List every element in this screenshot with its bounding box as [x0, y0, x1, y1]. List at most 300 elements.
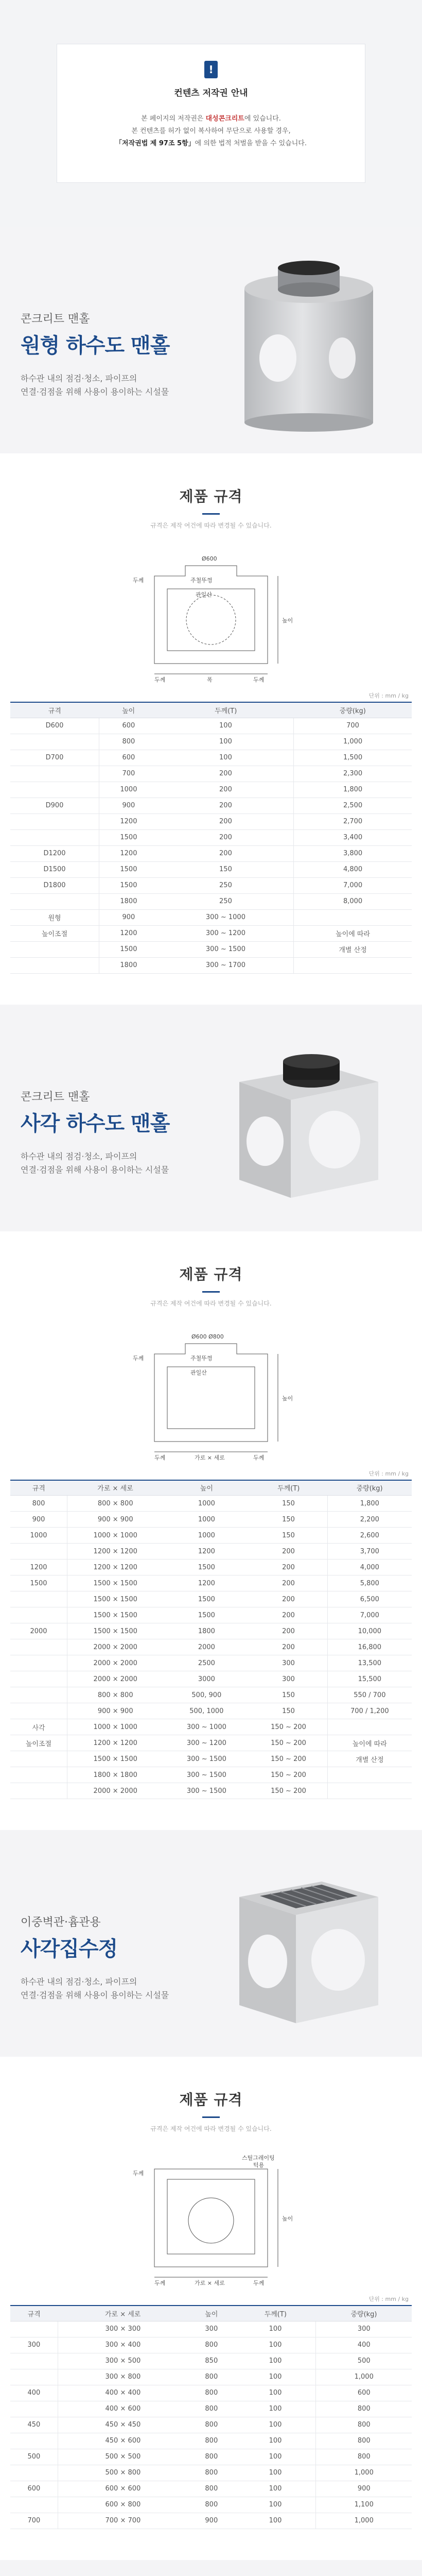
table-cell: 150 — [158, 861, 294, 877]
table-cell: 300 — [10, 2337, 58, 2353]
table-cell: 800 × 800 — [67, 1687, 164, 1703]
table-cell: D1200 — [10, 845, 99, 861]
dim-bottom-3: 두께 — [253, 676, 265, 683]
product-hero-1 — [0, 227, 422, 453]
table-cell: 100 — [235, 2353, 316, 2369]
table-cell: 1,800 — [327, 1496, 412, 1512]
table-cell: 800 — [188, 2449, 235, 2465]
table-row — [10, 2465, 412, 2481]
col-header: 두께(T) — [235, 2306, 316, 2321]
spec-table — [10, 2305, 412, 2529]
table-cell — [10, 814, 99, 829]
table-row — [10, 2481, 412, 2497]
dim-height: 높이 — [282, 2215, 293, 2222]
table-cell: 100 — [235, 2513, 316, 2529]
table-row — [10, 2513, 412, 2529]
table-cell: 200 — [250, 1639, 327, 1655]
table-cell — [10, 1671, 67, 1687]
table-cell: 1500 — [99, 829, 158, 845]
table-row — [10, 750, 412, 766]
table-cell: 1500 × 1500 — [67, 1751, 164, 1767]
spec-subtitle: 규격은 제작 여건에 따라 변경될 수 있습니다. — [150, 1299, 272, 1307]
table-row — [10, 814, 412, 829]
table-cell: 1000 × 1000 — [67, 1528, 164, 1544]
table-cell: 1500 — [99, 877, 158, 893]
table-cell: 200 — [158, 766, 294, 782]
table-row — [10, 782, 412, 798]
table-cell: 3,700 — [327, 1544, 412, 1560]
table-row — [10, 909, 412, 925]
table-cell — [10, 734, 99, 750]
table-row — [10, 2353, 412, 2369]
table-row — [10, 718, 412, 734]
table-cell: 1800 — [99, 957, 158, 973]
table-cell: 2,500 — [294, 798, 412, 814]
col-header: 규격 — [10, 702, 99, 718]
table-cell: 900 — [10, 1512, 67, 1528]
table-cell: 500, 1000 — [163, 1703, 250, 1719]
product-category: 이중벽관·흄관용 — [21, 1916, 101, 1929]
table-cell: 2000 × 2000 — [67, 1671, 164, 1687]
spec-title: 제품 규격 — [179, 488, 243, 505]
table-cell: 8,000 — [294, 893, 412, 909]
table-row — [10, 2497, 412, 2513]
table-cell: 원형 — [10, 909, 99, 925]
table-cell — [10, 829, 99, 845]
table-cell: 800 — [316, 2417, 412, 2433]
info-icon: ! — [204, 61, 218, 78]
dim-bottom-1: 두께 — [154, 1454, 166, 1461]
title-underline — [202, 513, 220, 515]
table-cell: 150 — [250, 1528, 327, 1544]
table-cell: 500 — [10, 2449, 58, 2465]
table-cell — [10, 893, 99, 909]
table-cell: 800 — [316, 2433, 412, 2449]
table-cell: 200 — [250, 1544, 327, 1560]
table-cell: 800 — [10, 1496, 67, 1512]
table-cell: 300 ~ 1000 — [158, 909, 294, 925]
table-cell: 2,200 — [327, 1512, 412, 1528]
spec-section-2 — [0, 1231, 422, 1831]
table-row — [10, 2417, 412, 2433]
product-name: 사각집수정 — [21, 1937, 118, 1961]
title-underline — [202, 2116, 220, 2118]
table-header — [10, 1480, 412, 1496]
product-hero-4 — [0, 2560, 422, 2576]
table-header — [10, 702, 412, 718]
table-cell: D1500 — [10, 861, 99, 877]
table-cell: 2000 — [10, 1623, 67, 1639]
table-cell: 850 — [188, 2353, 235, 2369]
table-cell: D700 — [10, 750, 99, 766]
cover-label: 주철뚜껑 — [190, 1354, 213, 1362]
table-row — [10, 861, 412, 877]
table-cell: 1500 — [163, 1607, 250, 1623]
table-cell: 100 — [235, 2465, 316, 2481]
table-cell: 1200 × 1200 — [67, 1735, 164, 1751]
notice-line-1: 본 페이지의 저작권은 대성콘크리트에 있습니다. — [141, 115, 281, 123]
table-cell: 2000 — [163, 1639, 250, 1655]
table-cell: 250 — [158, 877, 294, 893]
table-cell — [294, 909, 412, 925]
table-cell: 1500 × 1500 — [67, 1591, 164, 1607]
table-cell: 4,800 — [294, 861, 412, 877]
table-cell: 1200 — [99, 925, 158, 941]
table-cell: 1500 × 1500 — [67, 1575, 164, 1591]
dim-bottom-2: 폭 — [207, 676, 213, 683]
table-cell: 100 — [235, 2385, 316, 2401]
table-cell: 1,500 — [294, 750, 412, 766]
cover-label: 주철뚜껑 — [190, 577, 213, 584]
table-row — [10, 798, 412, 814]
table-cell — [10, 1703, 67, 1719]
table-cell: 16,800 — [327, 1639, 412, 1655]
table-cell — [10, 1655, 67, 1671]
dim-height: 높이 — [282, 1395, 293, 1402]
dim-top: Ø600 Ø800 — [191, 1333, 224, 1340]
table-cell: 800 — [188, 2401, 235, 2417]
dim-height: 높이 — [282, 617, 293, 624]
table-cell: 900 — [99, 798, 158, 814]
hero-text — [21, 1913, 206, 2002]
col-header: 중량(kg) — [294, 702, 412, 718]
table-cell: 1000 — [163, 1496, 250, 1512]
table-cell: 450 × 450 — [58, 2417, 188, 2433]
table-cell — [10, 2465, 58, 2481]
table-cell: 10,000 — [327, 1623, 412, 1639]
col-header: 높이 — [99, 702, 158, 718]
table-cell: 600 — [99, 718, 158, 734]
table-cell: 800 — [99, 734, 158, 750]
spec-table — [10, 702, 412, 974]
square-manhole-diagram — [118, 1323, 304, 1462]
table-cell: 400 × 400 — [58, 2385, 188, 2401]
table-cell: 5,800 — [327, 1575, 412, 1591]
table-cell: 1,800 — [294, 782, 412, 798]
table-cell: 1500 × 1500 — [67, 1623, 164, 1639]
table-cell: 300 × 300 — [58, 2321, 188, 2337]
table-cell: 300 ~ 1500 — [163, 1751, 250, 1767]
table-cell: 1800 — [163, 1623, 250, 1639]
table-cell: 200 — [158, 814, 294, 829]
table-row — [10, 1655, 412, 1671]
table-row — [10, 2337, 412, 2353]
table-row — [10, 1544, 412, 1560]
pipe-label: 관일산 — [196, 591, 212, 598]
table-cell: 100 — [235, 2401, 316, 2417]
table-cell: 1500 — [163, 1591, 250, 1607]
dim-bottom-2: 가로 × 세로 — [195, 1454, 225, 1461]
notice-box — [57, 44, 365, 183]
table-row — [10, 941, 412, 957]
table-cell: 500 × 800 — [58, 2465, 188, 2481]
table-cell — [327, 1767, 412, 1783]
table-cell: 200 — [158, 829, 294, 845]
table-cell: 700 / 1,200 — [327, 1703, 412, 1719]
table-row — [10, 1496, 412, 1512]
table-cell: 150 — [250, 1687, 327, 1703]
spec-title: 제품 규격 — [179, 1265, 243, 1283]
table-cell — [10, 2353, 58, 2369]
table-cell: 700 — [10, 2513, 58, 2529]
table-row — [10, 1512, 412, 1528]
table-cell: 1500 — [10, 1575, 67, 1591]
table-row — [10, 829, 412, 845]
table-cell: 150 — [250, 1512, 327, 1528]
table-cell: 800 — [188, 2385, 235, 2401]
table-cell: D600 — [10, 718, 99, 734]
dim-side: 두께 — [133, 1354, 144, 1362]
table-cell: 300 × 800 — [58, 2369, 188, 2385]
table-cell — [10, 1767, 67, 1783]
table-cell: 높이에 따라 — [294, 925, 412, 941]
table-cell: 500, 900 — [163, 1687, 250, 1703]
col-header: 두께(T) — [250, 1480, 327, 1496]
table-row — [10, 1767, 412, 1783]
company-name: 대성콘크리트 — [205, 115, 244, 123]
table-cell — [10, 2401, 58, 2417]
table-cell: 550 / 700 — [327, 1687, 412, 1703]
table-cell: 100 — [235, 2481, 316, 2497]
dim-bottom-2: 가로 × 세로 — [195, 2280, 225, 2286]
table-cell: 2000 × 2000 — [67, 1655, 164, 1671]
table-cell: 1200 × 1200 — [67, 1560, 164, 1575]
table-row — [10, 1528, 412, 1544]
table-cell: 100 — [235, 2417, 316, 2433]
title-underline — [202, 1291, 220, 1293]
table-cell: 900 — [316, 2481, 412, 2497]
table-cell: 100 — [158, 718, 294, 734]
col-header: 가로 × 세로 — [58, 2306, 188, 2321]
table-cell: 1000 — [163, 1528, 250, 1544]
table-cell: 2,300 — [294, 766, 412, 782]
dim-bottom-1: 두께 — [154, 2280, 166, 2286]
table-header — [10, 2306, 412, 2321]
table-row — [10, 1560, 412, 1575]
table-cell: 100 — [158, 750, 294, 766]
table-row — [10, 2433, 412, 2449]
table-cell: 500 × 500 — [58, 2449, 188, 2465]
col-header: 가로 × 세로 — [67, 1480, 164, 1496]
table-cell: 1500 — [163, 1560, 250, 1575]
table-cell — [10, 782, 99, 798]
table-cell: 600 × 800 — [58, 2497, 188, 2513]
table-row — [10, 2401, 412, 2417]
table-cell: 1000 — [99, 782, 158, 798]
table-cell: 300 × 400 — [58, 2337, 188, 2353]
table-cell: 1500 — [99, 941, 158, 957]
table-row — [10, 1639, 412, 1655]
table-row — [10, 734, 412, 750]
table-row — [10, 1751, 412, 1767]
table-cell: 700 — [99, 766, 158, 782]
hero-text — [21, 1088, 206, 1177]
table-row — [10, 1607, 412, 1623]
table-cell: 200 — [158, 782, 294, 798]
product-name: 원형 하수도 맨홀 — [21, 334, 170, 358]
table-row — [10, 1735, 412, 1751]
table-cell: 1000 — [163, 1512, 250, 1528]
table-cell: 800 — [188, 2417, 235, 2433]
table-cell: 150 ~ 200 — [250, 1735, 327, 1751]
table-cell: 900 × 900 — [67, 1703, 164, 1719]
table-cell: 400 — [10, 2385, 58, 2401]
round-manhole-image — [224, 247, 394, 433]
table-cell: 100 — [235, 2497, 316, 2513]
table-cell: 800 — [188, 2481, 235, 2497]
round-manhole-diagram — [118, 545, 304, 684]
product-desc: 하수관 내의 점검·청소, 파이프의 연결·검점을 위해 사용이 용이하는 시설물 — [21, 1151, 169, 1175]
table-row — [10, 925, 412, 941]
table-cell — [10, 957, 99, 973]
table-cell: 800 — [316, 2401, 412, 2417]
table-cell: 7,000 — [327, 1607, 412, 1623]
table-cell — [10, 1751, 67, 1767]
col-header: 높이 — [188, 2306, 235, 2321]
table-cell: 200 — [250, 1591, 327, 1607]
table-row — [10, 957, 412, 973]
table-cell — [10, 1591, 67, 1607]
table-cell: 300 — [250, 1655, 327, 1671]
col-header: 중량(kg) — [327, 1480, 412, 1496]
table-cell: 1200 — [163, 1544, 250, 1560]
table-cell: 4,000 — [327, 1560, 412, 1575]
table-cell: 200 — [158, 845, 294, 861]
table-row — [10, 1591, 412, 1607]
table-cell — [10, 1687, 67, 1703]
table-cell: 1200 — [99, 814, 158, 829]
table-cell: 1500 — [99, 861, 158, 877]
table-cell — [10, 1607, 67, 1623]
table-cell: 800 — [188, 2369, 235, 2385]
dim-side: 두께 — [133, 577, 144, 584]
lip-label: 턱용 — [253, 2162, 265, 2168]
dim-bottom-1: 두께 — [154, 676, 166, 683]
table-row — [10, 1719, 412, 1735]
table-cell — [10, 1783, 67, 1799]
table-cell — [10, 941, 99, 957]
spec-subtitle: 규격은 제작 여건에 따라 변경될 수 있습니다. — [150, 2125, 272, 2132]
table-cell: 2,600 — [327, 1528, 412, 1544]
table-cell: 200 — [158, 798, 294, 814]
unit-label: 단위 : mm / kg — [368, 2296, 409, 2302]
table-row — [10, 1575, 412, 1591]
table-cell: 400 — [316, 2337, 412, 2353]
table-cell: 1000 — [10, 1528, 67, 1544]
table-cell: 900 — [188, 2513, 235, 2529]
table-cell: 300 ~ 1500 — [158, 941, 294, 957]
notice-line-3: 「저작권법 제 97조 5항」에 의한 법적 처벌을 받을 수 있습니다. — [115, 140, 307, 147]
table-cell: 700 — [294, 718, 412, 734]
table-cell: 높이조절 — [10, 925, 99, 941]
product-hero-2 — [0, 1005, 422, 1231]
table-cell: 1000 × 1000 — [67, 1719, 164, 1735]
table-cell: 300 ~ 1500 — [163, 1767, 250, 1783]
table-cell: 100 — [235, 2337, 316, 2353]
table-cell: 1,000 — [294, 734, 412, 750]
table-cell: 3,400 — [294, 829, 412, 845]
table-cell: 200 — [250, 1560, 327, 1575]
table-cell: 개별 산정 — [294, 941, 412, 957]
product-name: 사각 하수도 맨홀 — [21, 1111, 170, 1136]
table-cell: 900 — [99, 909, 158, 925]
table-cell: 250 — [158, 893, 294, 909]
table-cell: 1200 × 1200 — [67, 1544, 164, 1560]
table-cell: 500 — [316, 2353, 412, 2369]
dim-side: 두께 — [133, 2170, 144, 2177]
hero-text — [21, 310, 206, 399]
spec-section-3 — [0, 2057, 422, 2560]
dim-bottom-3: 두께 — [253, 2280, 265, 2286]
table-cell — [294, 957, 412, 973]
table-cell: 800 × 800 — [67, 1496, 164, 1512]
unit-label: 단위 : mm / kg — [368, 692, 409, 699]
table-cell: D900 — [10, 798, 99, 814]
table-cell — [10, 1544, 67, 1560]
table-cell: 800 — [188, 2433, 235, 2449]
table-cell: 15,500 — [327, 1671, 412, 1687]
table-cell — [327, 1783, 412, 1799]
table-cell: 800 — [316, 2449, 412, 2465]
spec-subtitle: 규격은 제작 여건에 따라 변경될 수 있습니다. — [150, 522, 272, 529]
table-cell: 1500 × 1500 — [67, 1607, 164, 1623]
table-cell: 800 — [188, 2337, 235, 2353]
table-cell: 3000 — [163, 1671, 250, 1687]
col-header: 두께(T) — [158, 702, 294, 718]
product-category: 콘크리트 맨홀 — [21, 313, 90, 326]
spec-table — [10, 1480, 412, 1800]
table-cell — [10, 1639, 67, 1655]
table-cell: 100 — [235, 2369, 316, 2385]
table-cell — [327, 1719, 412, 1735]
table-cell: D1800 — [10, 877, 99, 893]
table-cell: 150 — [250, 1496, 327, 1512]
col-header: 규격 — [10, 2306, 58, 2321]
table-row — [10, 893, 412, 909]
table-cell: 300 — [250, 1671, 327, 1687]
table-cell: 300 ~ 1500 — [163, 1783, 250, 1799]
table-cell: 높이에 따라 — [327, 1735, 412, 1751]
table-cell: 1800 — [99, 893, 158, 909]
dim-top: Ø600 — [202, 555, 217, 562]
spec-section-1 — [0, 453, 422, 1005]
table-row — [10, 1783, 412, 1799]
table-cell: 150 — [250, 1703, 327, 1719]
table-cell: 300 — [188, 2321, 235, 2337]
col-header: 중량(kg) — [316, 2306, 412, 2321]
table-cell — [10, 2369, 58, 2385]
table-cell: 200 — [250, 1607, 327, 1623]
table-cell: 150 ~ 200 — [250, 1783, 327, 1799]
table-cell: 사각 — [10, 1719, 67, 1735]
grating-label: 스틸그레이팅 — [242, 2155, 275, 2161]
copyright-notice — [0, 0, 422, 227]
table-row — [10, 845, 412, 861]
table-cell: 13,500 — [327, 1655, 412, 1671]
table-row — [10, 2385, 412, 2401]
table-cell: 450 — [10, 2417, 58, 2433]
table-row — [10, 2321, 412, 2337]
table-cell: 2000 × 2000 — [67, 1639, 164, 1655]
table-cell: 1,000 — [316, 2465, 412, 2481]
table-row — [10, 2449, 412, 2465]
table-row — [10, 2369, 412, 2385]
table-cell: 100 — [235, 2321, 316, 2337]
table-row — [10, 1687, 412, 1703]
table-cell: 600 — [10, 2481, 58, 2497]
product-desc: 하수관 내의 점검·청소, 파이프의 연결·검점을 위해 사용이 용이하는 시설물 — [21, 374, 169, 397]
pipe-label: 관일산 — [190, 1369, 207, 1376]
